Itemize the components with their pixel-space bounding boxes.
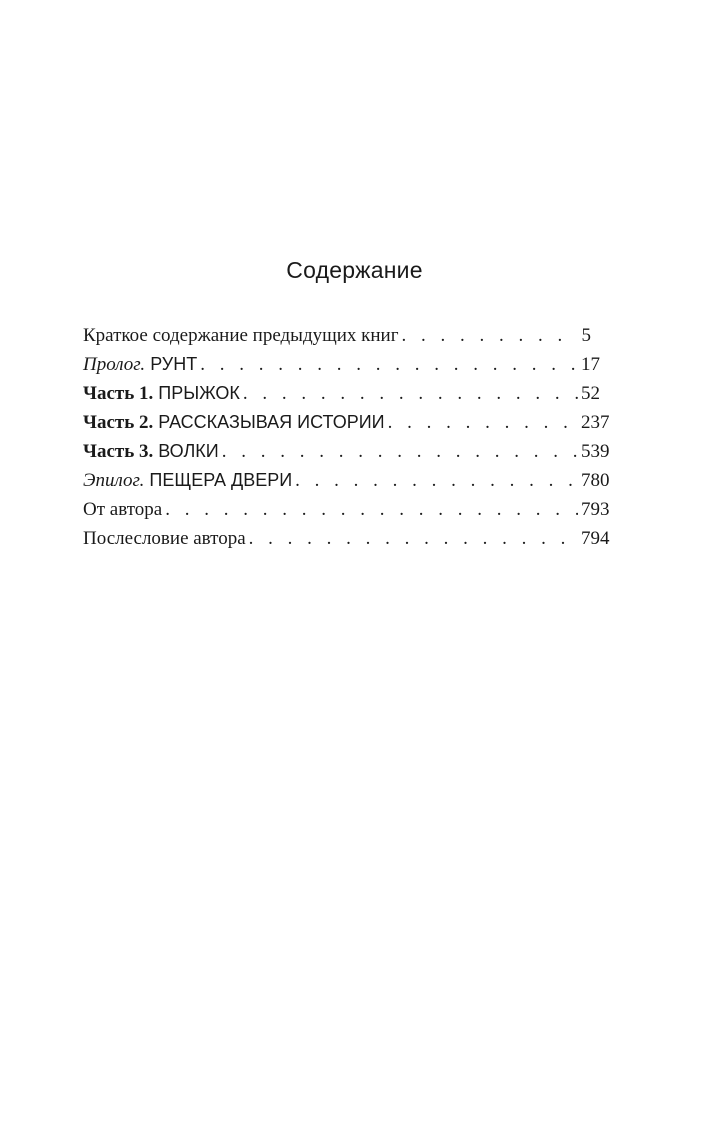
dot-leader [388, 408, 578, 437]
table-of-contents [83, 321, 610, 553]
toc-entry-title: От автора [83, 499, 163, 520]
dot-leader [402, 321, 578, 350]
toc-entry-part-2[interactable] [83, 408, 610, 437]
toc-entry-epilogue[interactable] [83, 466, 610, 495]
dot-leader [200, 350, 578, 379]
toc-entry-page: 52 [581, 383, 600, 404]
toc-entry-title: ПЕЩЕРА ДВЕРИ [149, 470, 293, 490]
toc-entry-page: 237 [581, 412, 610, 433]
toc-entry-title: ПРЫЖОК [158, 383, 240, 403]
toc-entry-afterword[interactable] [83, 524, 610, 553]
toc-entry-page: 539 [581, 441, 610, 462]
dot-leader [295, 466, 578, 495]
toc-entry-title: Краткое содержание предыдущих книг [83, 325, 399, 346]
toc-entry-title: РАССКАЗЫВАЯ ИСТОРИИ [158, 412, 385, 432]
toc-entry-prefix: Эпилог. [83, 470, 145, 491]
dot-leader [243, 379, 578, 408]
toc-entry-from-author[interactable] [83, 495, 610, 524]
toc-entry-page: 5 [581, 325, 591, 346]
dot-leader [222, 437, 578, 466]
toc-entry-prefix: Часть 1. [83, 383, 154, 404]
dot-leader [249, 524, 578, 553]
toc-entry-title: РУНТ [150, 354, 198, 374]
toc-entry-summary[interactable] [83, 321, 591, 350]
dot-leader [165, 495, 578, 524]
toc-entry-prefix: Пролог. [83, 354, 146, 375]
toc-entry-page: 17 [581, 354, 600, 375]
page-title: Содержание [286, 257, 423, 283]
toc-entry-part-1[interactable] [83, 379, 600, 408]
toc-entry-prologue[interactable] [83, 350, 600, 379]
toc-entry-part-3[interactable] [83, 437, 610, 466]
toc-entry-prefix: Часть 2. [83, 412, 154, 433]
toc-entry-title: ВОЛКИ [158, 441, 219, 461]
toc-entry-page: 794 [581, 528, 610, 549]
toc-entry-page: 793 [581, 499, 610, 520]
toc-entry-title: Послесловие автора [83, 528, 246, 549]
toc-entry-prefix: Часть 3. [83, 441, 154, 462]
toc-entry-page: 780 [581, 470, 610, 491]
